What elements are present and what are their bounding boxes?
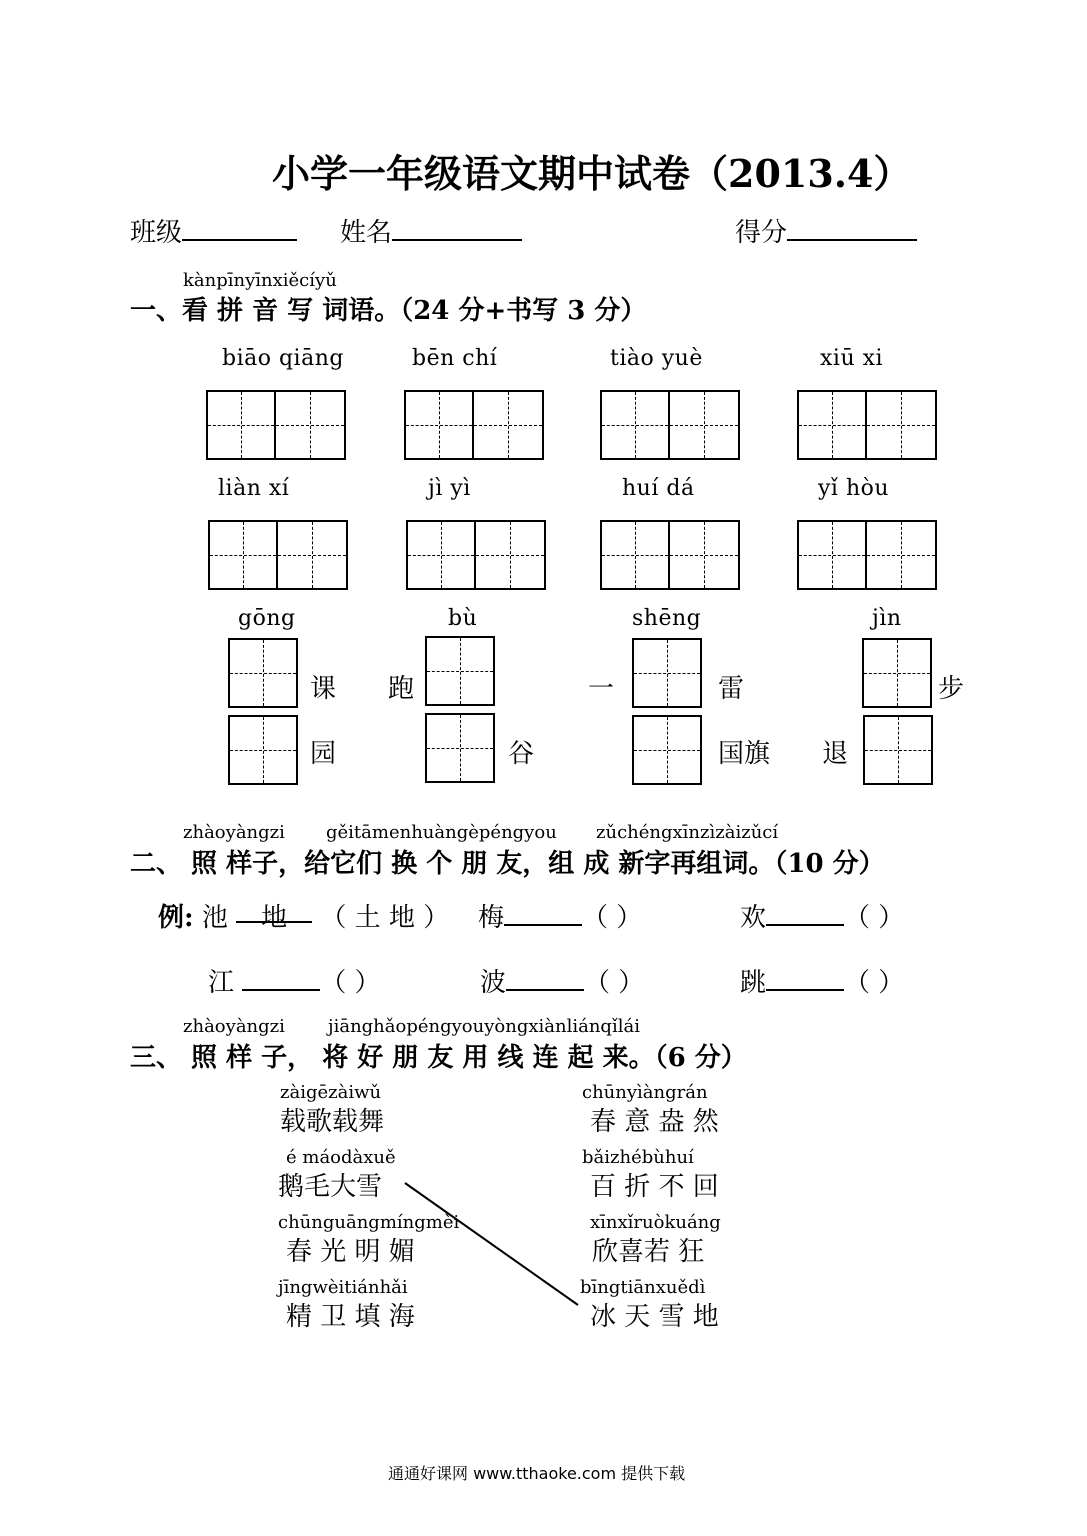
word-char: 课 (310, 674, 337, 704)
idiom-pinyin: jīngwèitiánhǎi (278, 1277, 408, 1298)
idiom-left[interactable]: 鹅毛大雪 (278, 1172, 383, 1202)
pinyin-label: bù (448, 606, 478, 631)
word-char: 跑 (388, 674, 415, 704)
example-label: 例: (158, 903, 194, 933)
idiom-pinyin: zàigēzàiwǔ (280, 1082, 382, 1103)
word-paren[interactable]: （ ） (844, 968, 905, 998)
score-label: 得分 (735, 218, 788, 248)
pinyin-label: huí dá (622, 476, 695, 501)
idiom-pinyin: bīngtiānxuědì (580, 1277, 706, 1298)
word-char: 园 (310, 739, 337, 769)
pinyin-label: gōng (238, 606, 296, 631)
example-char: 池 (201, 903, 228, 933)
section3-title: 三、 照 样 子， 将 好 朋 友 用 线 连 起 来。（6 分） (130, 1043, 747, 1073)
idiom-pinyin: é máodàxuě (286, 1147, 396, 1168)
pinyin-label: jìn (872, 606, 902, 631)
section3-pinyin: jiānghǎopéngyouyòngxiànliánqǐlái (328, 1016, 640, 1037)
word-paren[interactable]: （ ） (320, 968, 381, 998)
class-label: 班级 (130, 218, 183, 248)
item-char: 跳 (740, 968, 767, 998)
section3-pinyin: zhàoyàngzi (183, 1016, 285, 1037)
section2-title: 二、 照 样子，给它们 换 个 朋 友，组 成 新字再组词。（10 分） (130, 849, 885, 879)
word-char: 退 (822, 739, 849, 769)
item-char: 欢 (740, 903, 767, 933)
section2-pinyin: gěitāmenhuàngèpéngyou (326, 822, 557, 843)
page-title: 小学一年级语文期中试卷（2013.4） (272, 151, 912, 196)
pinyin-label: biāo qiāng (222, 346, 344, 371)
pinyin-label: shēng (632, 606, 702, 631)
idiom-pinyin: chūnguāngmíngmèi (278, 1212, 460, 1233)
idiom-right[interactable]: 春 意 盎 然 (590, 1107, 719, 1137)
example-answer: 地 (261, 903, 288, 933)
item-char: 波 (480, 968, 507, 998)
word-paren[interactable]: （ ） (844, 903, 905, 933)
idiom-right[interactable]: 欣喜若 狂 (592, 1237, 705, 1267)
pinyin-label: liàn xí (218, 476, 290, 501)
example-word: （ 土 地 ） (320, 903, 450, 933)
pinyin-label: xiū xi (820, 346, 884, 371)
pinyin-label: bēn chí (412, 346, 498, 371)
word-char: 步 (938, 674, 965, 704)
idiom-left[interactable]: 春 光 明 媚 (286, 1237, 415, 1267)
word-paren[interactable]: （ ） (582, 903, 643, 933)
section2-pinyin: zǔchéngxīnzìzàizǔcí (596, 822, 779, 843)
pinyin-label: tiào yuè (610, 346, 703, 371)
section1-pinyin: kànpīnyīnxiěcíyǔ (183, 270, 337, 291)
pinyin-label: yǐ hòu (818, 476, 890, 501)
footer-credit: 通通好课网 www.tthaoke.com 提供下载 (388, 1464, 686, 1483)
item-char: 梅 (478, 903, 505, 933)
word-char: 一 (588, 674, 615, 704)
word-char: 谷 (508, 739, 535, 769)
pinyin-label: jì yì (428, 476, 471, 501)
idiom-pinyin: chūnyìàngrán (582, 1082, 708, 1103)
idiom-left[interactable]: 精 卫 填 海 (286, 1302, 415, 1332)
idiom-left[interactable]: 载歌载舞 (280, 1107, 385, 1137)
item-char: 江 (208, 968, 235, 998)
section1-title: 一、看 拼 音 写 词语。（24 分+书写 3 分） (130, 296, 647, 326)
idiom-right[interactable]: 冰 天 雪 地 (590, 1302, 719, 1332)
section2-pinyin: zhàoyàngzi (183, 822, 285, 843)
word-char: 国旗 (718, 739, 771, 769)
idiom-pinyin: bǎizhébùhuí (582, 1147, 694, 1168)
word-char: 雷 (718, 674, 745, 704)
name-label: 姓名 (340, 218, 393, 248)
word-paren[interactable]: （ ） (584, 968, 645, 998)
idiom-right[interactable]: 百 折 不 回 (590, 1172, 719, 1202)
idiom-pinyin: xīnxǐruòkuáng (590, 1212, 721, 1233)
